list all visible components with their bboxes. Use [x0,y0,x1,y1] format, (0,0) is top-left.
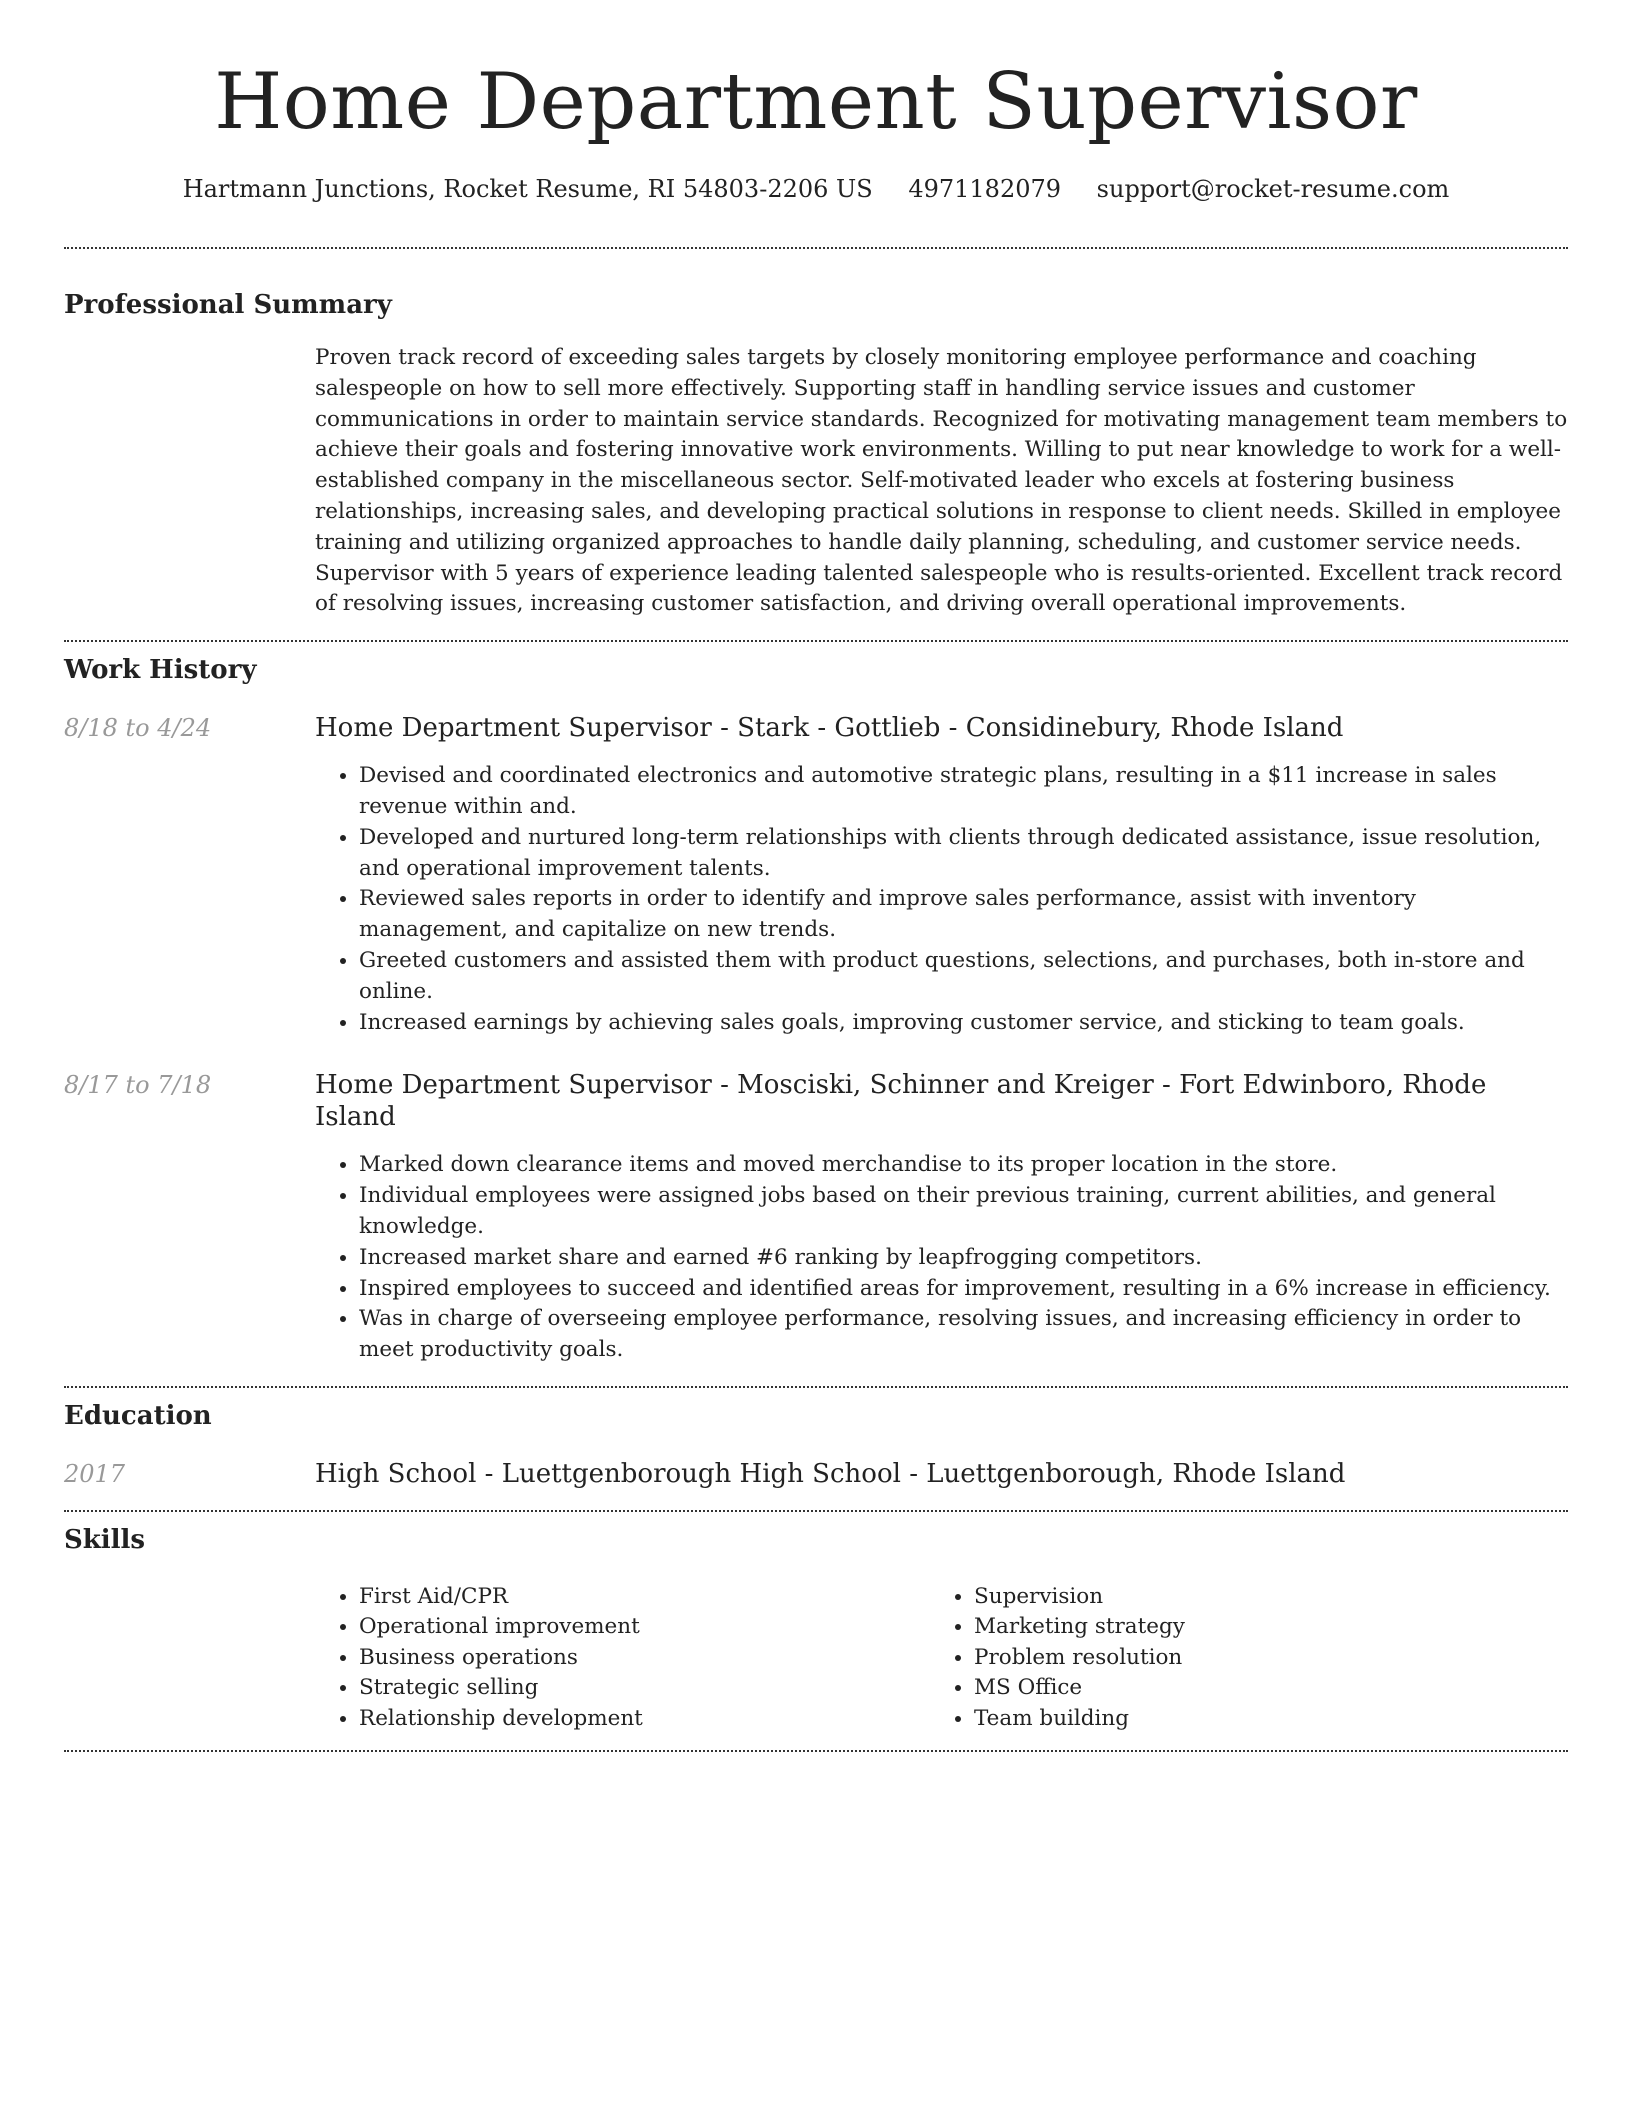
job-dates: 8/18 to 4/24 [64,714,212,743]
divider [64,1386,1568,1388]
education-section [64,1400,1568,1490]
summary-section [64,289,1568,620]
education-entry [64,1458,1568,1490]
list-item: • Increased market share and earned #6 ranking by leapfrogging competitors. [359,1243,1568,1274]
skill-item: • First Aid/CPR [359,1582,930,1612]
job-entry [64,712,1568,1038]
divider [64,1510,1568,1512]
list-item: • Reviewed sales reports in order to identify and improve sales performance, assist with inventory management, and capitalize on new trends. [359,884,1568,946]
skill-item: • Team building [974,1704,1545,1734]
skills-section [64,1524,1568,1734]
skill-item: • MS Office [974,1673,1545,1703]
job-heading: Home Department Supervisor - Mosciski, Schinner and Kreiger - Fort Edwinboro, Rhode Island [315,1070,1487,1133]
contact-address: Hartmann Junctions, Rocket Resume, RI 54803-2206 US [182,175,873,203]
job-bullets [315,1150,1568,1366]
contact-email: support@rocket-resume.com [1096,175,1450,203]
skill-item: • Operational improvement [359,1612,930,1642]
list-item: • Marked down clearance items and moved merchandise to its proper location in the store. [359,1150,1568,1181]
skill-item: • Strategic selling [359,1673,930,1703]
list-item: • Devised and coordinated electronics and automotive strategic plans, resulting in a $11 increase in sales revenue within and. [359,761,1568,823]
work-section [64,654,1568,1366]
list-item: • Increased earnings by achieving sales goals, improving customer service, and sticking to team goals. [359,1008,1568,1039]
divider [64,640,1568,642]
skills-list-right [930,1582,1545,1734]
list-item: • Individual employees were assigned jobs based on their previous training, current abilities, and general knowledge. [359,1181,1568,1243]
list-item: • Greeted customers and assisted them with product questions, selections, and purchases, both in-store and online. [359,946,1568,1008]
divider [64,247,1568,249]
list-item: • Developed and nurtured long-term relationships with clients through dedicated assistance, issue resolution, and operational improvement talents. [359,823,1568,885]
skill-item: • Supervision [974,1582,1545,1612]
summary-text: Proven track record of exceeding sales targets by closely monitoring employee performance and coaching salespeople on how to sell more effectively. Supporting staff in handling service issues and customer communications in order to maintain service standards. Recognized for motivating management team members to achieve their goals and fostering innovative work environments. Willing to put near knowledge to work for a well-established company in the miscellaneous sector. Self-motivated leader who excels at fostering business relationships, increasing sales, and developing practical solutions in response to client needs. Skilled in employee training and utilizing organized approaches to handle daily planning, scheduling, and customer service needs. Supervisor with 5 years of experience leading talented salespeople who is results-oriented. Excellent track record of resolving issues, increasing customer satisfaction, and driving overall operational improvements. [315,345,1568,617]
skill-item: • Problem resolution [974,1643,1545,1673]
job-bullets [315,761,1568,1038]
job-dates: 8/17 to 7/18 [64,1071,212,1100]
skills-columns [315,1582,1568,1734]
skills-list-left [315,1582,930,1734]
work-title: Work History [64,655,257,686]
skill-item: • Marketing strategy [974,1612,1545,1642]
list-item: • Inspired employees to succeed and identified areas for improvement, resulting in a 6% increase in efficiency. [359,1274,1568,1305]
skill-item: • Relationship development [359,1704,930,1734]
contact-line [64,174,1568,204]
education-title: Education [64,1400,212,1431]
education-heading: High School - Luettgenborough High School - Luettgenborough, Rhode Island [315,1458,1346,1489]
divider [64,1750,1568,1752]
skill-item: • Business operations [359,1643,930,1673]
education-year: 2017 [64,1459,126,1488]
list-item: • Was in charge of overseeing employee performance, resolving issues, and increasing efficiency in order to meet productivity goals. [359,1304,1568,1366]
resume-name: Home Department Supervisor [214,57,1418,147]
contact-phone: 4971182079 [908,175,1062,203]
skills-title: Skills [64,1524,146,1555]
job-heading: Home Department Supervisor - Stark - Gottlieb - Considinebury, Rhode Island [315,713,1344,744]
job-entry [64,1069,1568,1366]
summary-title: Professional Summary [64,290,392,320]
